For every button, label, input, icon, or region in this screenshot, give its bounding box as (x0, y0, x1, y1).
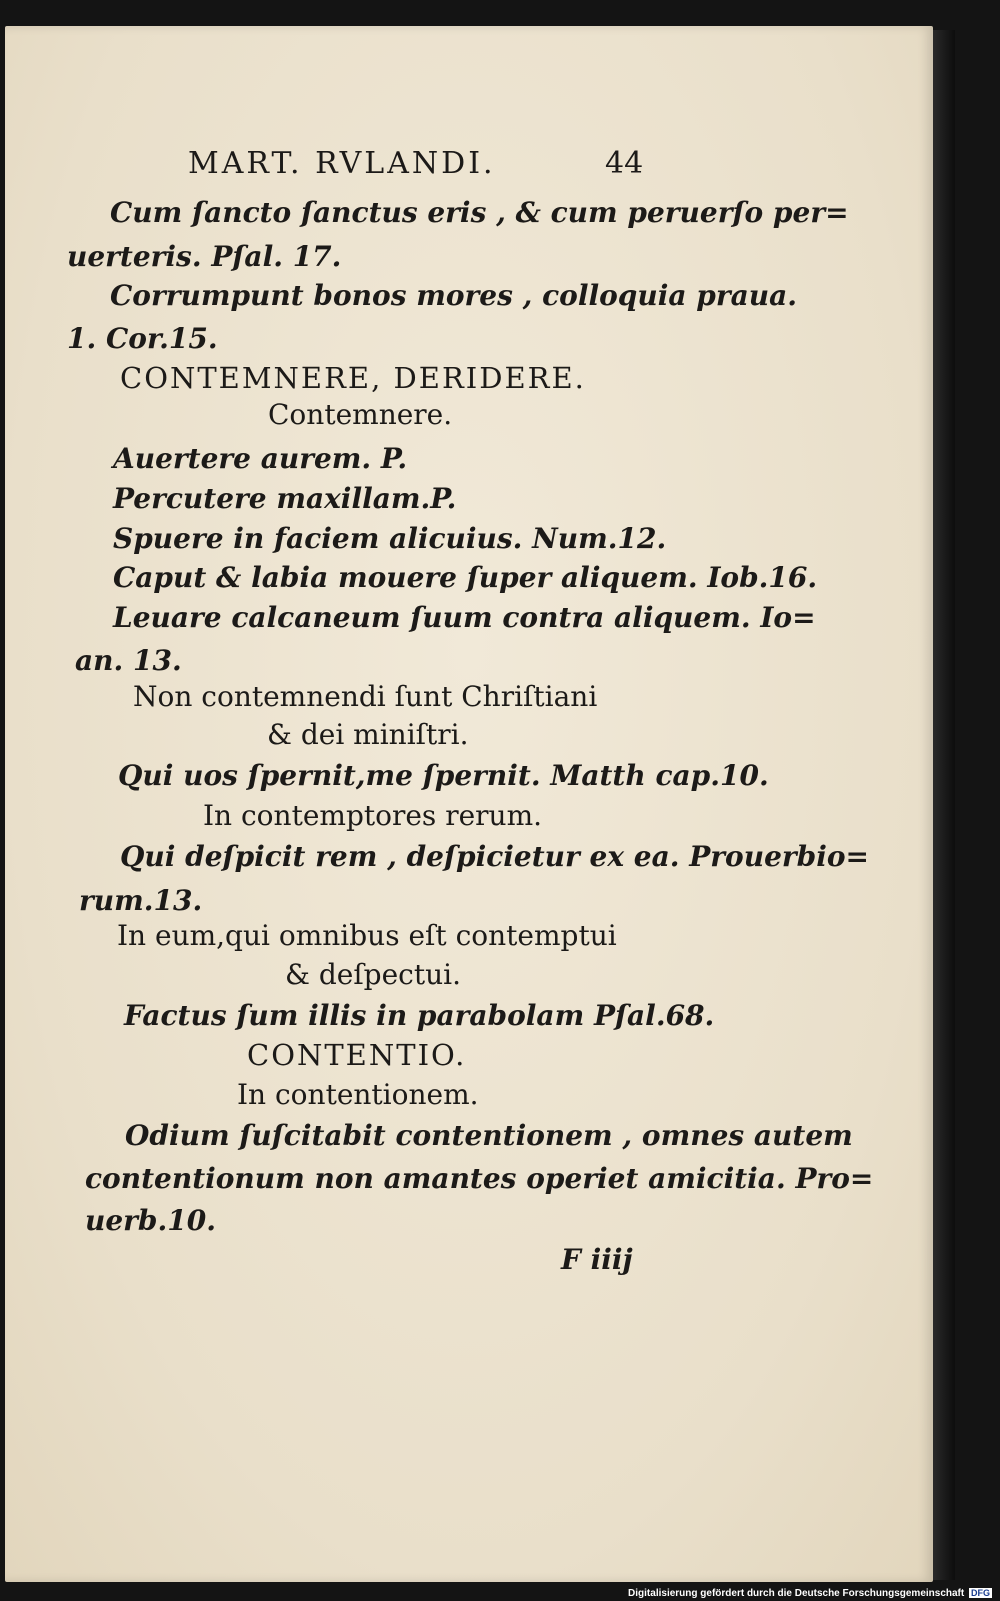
dfg-logo: DFG (971, 1588, 990, 1598)
text-line-3: Corrumpunt bonos mores , colloquia praua. (110, 279, 797, 312)
text-line-24: Odium ſuſcitabit contentionem , omnes autem (125, 1119, 853, 1152)
text-line-8: Percutere maxillam.P. (113, 482, 457, 515)
text-line-4: 1. Cor.15. (67, 322, 218, 355)
credit-text: Digitalisierung gefördert durch die Deutsche Forschungsgemeinschaft (628, 1588, 965, 1599)
subheading-contemnere: Contemnere. (268, 398, 453, 431)
text-line-9: Spuere in faciem alicuius. Num.12. (113, 522, 667, 555)
text-line-25: contentionum non amantes operiet amicitia. Pro= (85, 1162, 874, 1195)
text-line-10: Caput & labia mouere ſuper aliquem. Iob.16. (113, 561, 818, 594)
text-line-1: Cum ſancto ſanctus eris , & cum peruerſo per= (110, 196, 849, 229)
signature-mark: F iiij (561, 1243, 633, 1276)
text-line-18: rum.13. (79, 884, 203, 917)
text-line-11: Leuare calcaneum ſuum contra aliquem. Io= (113, 601, 816, 634)
text-line-26: uerb.10. (85, 1204, 216, 1237)
text-line-15: Qui uos ſpernit,me ſpernit. Matth cap.10. (118, 759, 769, 792)
section-heading-contentio: CONTENTIO. (247, 1038, 467, 1072)
text-line-7: Auertere aurem. P. (113, 442, 408, 475)
subheading-dei-ministri: & dei miniſtri. (267, 718, 469, 751)
text-line-12: an. 13. (75, 644, 182, 677)
book-page (5, 26, 933, 1582)
subheading-despectui: & deſpectui. (285, 958, 461, 991)
digitization-credit (628, 1588, 992, 1599)
running-title: MART. RVLANDI. (188, 146, 496, 181)
subheading-in-eum: In eum,qui omnibus eſt contemptui (117, 919, 617, 952)
text-line-2: uerteris. Pſal. 17. (67, 240, 342, 273)
subheading-non-contemnendi: Non contemnendi ſunt Chriſtiani (133, 680, 598, 713)
text-line-21: Factus ſum illis in parabolam Pſal.68. (124, 999, 715, 1032)
subheading-contemptores: In contemptores rerum. (203, 799, 543, 832)
book-spine-shadow (933, 30, 955, 1580)
page-number: 44 (605, 146, 644, 181)
text-line-17: Qui deſpicit rem , deſpicietur ex ea. Prouerbio= (120, 840, 869, 873)
section-heading-contemnere: CONTEMNERE, DERIDERE. (120, 361, 586, 395)
subheading-in-contentionem: In contentionem. (237, 1078, 479, 1111)
